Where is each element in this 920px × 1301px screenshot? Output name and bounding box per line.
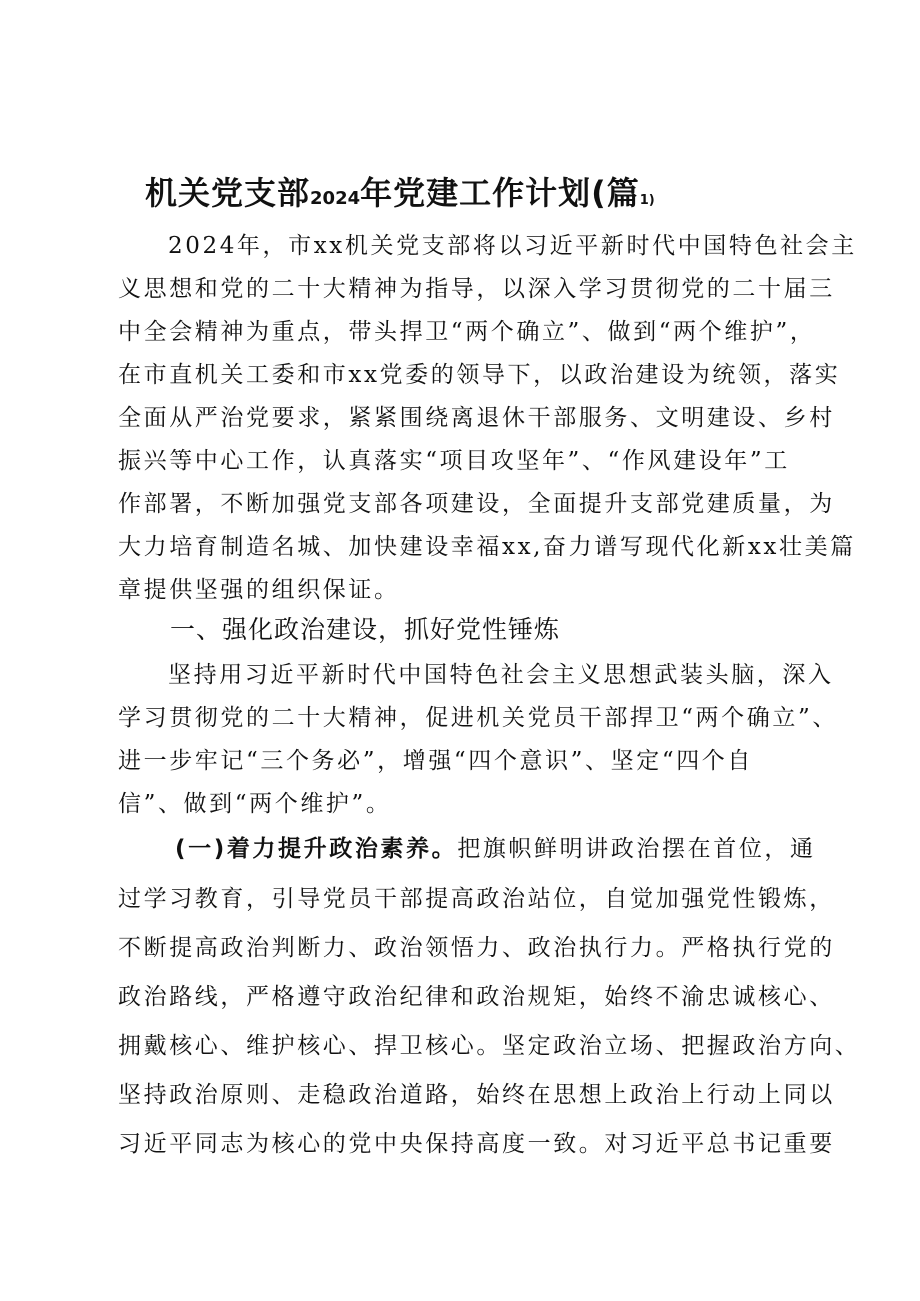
- section1-line-2: 学习贯彻党的二十大精神，促进机关党员干部捍卫“两个确立”、: [118, 705, 838, 731]
- intro-line-3: 中全会精神为重点，带头捍卫“两个确立”、做到“两个维护”，: [118, 319, 816, 345]
- section1-line-3: 进一步牢记“三个务必”，增强“四个意识”、坚定“四个自: [118, 748, 753, 774]
- subsection-1-first-rest: 把旗帜鲜明讲政治摆在首位，通: [457, 836, 816, 862]
- title-part2: 年党建工作计划(篇: [360, 174, 640, 212]
- intro-line-7: 作部署，不断加强党支部各项建设，全面提升支部党建质量，为: [118, 491, 835, 517]
- intro-line-1: 2024年，市xx机关党支部将以习近平新时代中国特色社会主: [168, 233, 857, 259]
- intro-line-4: 在市直机关工委和市xx党委的领导下，以政治建设为统领，落实: [118, 362, 841, 388]
- intro-line-5: 全面从严治党要求，紧紧围绕离退休干部服务、文明建设、乡村: [118, 405, 835, 431]
- subsection1-line-3: 不断提高政治判断力、政治领悟力、政治执行力。严格执行党的: [118, 935, 835, 961]
- subsection-1-first-line: [175, 830, 816, 863]
- intro-line-8: 大力培育制造名城、加快建设幸福xx,奋力谱写现代化新xx壮美篇: [118, 534, 856, 560]
- title-part1: 机关党支部: [145, 174, 311, 212]
- section1-line-1: 坚持用习近平新时代中国特色社会主义思想武装头脑，深入: [168, 662, 834, 688]
- document-title: [145, 168, 655, 214]
- subsection1-line-6: 坚持政治原则、走稳政治道路，始终在思想上政治上行动上同以: [118, 1082, 835, 1108]
- intro-line-6: 振兴等中心工作，认真落实“项目攻坚年”、“作风建设年”工: [118, 448, 790, 474]
- subsection1-line-5: 拥戴核心、维护核心、捍卫核心。坚定政治立场、把握政治方向、: [118, 1033, 861, 1059]
- title-number: 1): [639, 193, 655, 208]
- subsection1-line-2: 过学习教育，引导党员干部提高政治站位，自觉加强党性锻炼，: [118, 886, 835, 912]
- subsection1-line-4: 政治路线，严格遵守政治纪律和政治规矩，始终不渝忠诚核心、: [118, 984, 835, 1010]
- section-1-heading: 一、强化政治建设，抓好党性锤炼: [170, 615, 561, 644]
- intro-line-9: 章提供坚强的组织保证。: [118, 577, 400, 603]
- title-year: 2024: [310, 188, 361, 209]
- subsection-1-lead: (一)着力提升政治素养。: [175, 836, 458, 862]
- subsection1-line-7: 习近平同志为核心的党中央保持高度一致。对习近平总书记重要: [118, 1131, 835, 1157]
- intro-line-2: 义思想和党的二十大精神为指导，以深入学习贯彻党的二十届三: [118, 276, 835, 302]
- section1-line-4: 信”、做到“两个维护”。: [118, 791, 392, 817]
